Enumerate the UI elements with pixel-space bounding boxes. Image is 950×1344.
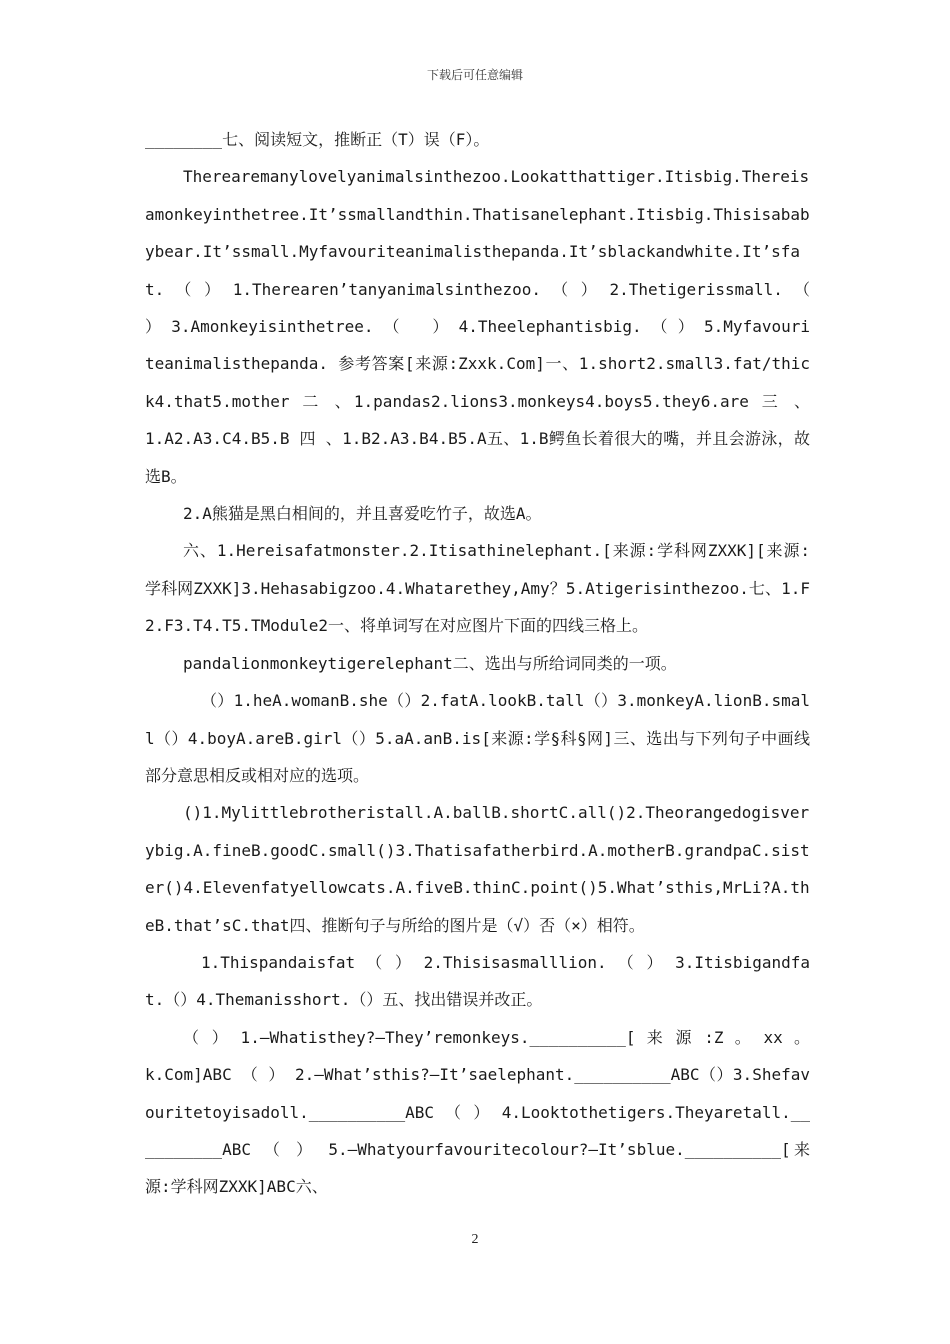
exercise-paragraph: （ ） 1.—Whatisthey?—They’remonkeys.__________[ 来 源 :Z 。 xx 。 k.Com]ABC （ ） 2.—What’sthis?—It’saelephant.__________ABC（）3.Shefavouritetoyisadoll.__________ABC （ ） 4.Looktothetigers.Theyaretall.__________ABC （ ） 5.—Whatyourfavouritecolour?—It’sblue.__________[来源:学科网ZXXK]ABC六、	[145, 1027, 810, 1197]
answer-paragraph: 2.A熊猫是黑白相间的，并且喜爱吃竹子，故选A。	[183, 504, 542, 524]
exercise-paragraph: （）1.heA.womanB.she（）2.fatA.lookB.tall（）3.monkeyA.lionB.small（）4.boyA.areB.girl（）5.aA.anB.is[来源:学§科§网]三、选出与下列句子中画线部分意思相反或相对应的选项。	[145, 691, 810, 785]
section-heading: ________七、阅读短文，推断正（T）误（F）。	[145, 130, 490, 149]
page-header: 下载后可任意编辑	[426, 68, 523, 82]
word-list-paragraph: pandalionmonkeytigerelephant二、选出与所给词同类的一项。	[183, 653, 677, 673]
answer-paragraph: 六、1.Hereisafatmonster.2.Itisathinelephant.[来源:学科网ZXXK][来源:学科网ZXXK]3.Hehasabigzoo.4.Whatarethey,Amy？5.Atigerisinthezoo.七、1.F2.F3.T4.T5.TModule2一、将单词写在对应图片下面的四线三格上。	[145, 541, 810, 636]
page-number: 2	[471, 1232, 479, 1247]
reading-passage: Therearemanylovelyanimalsinthezoo.Lookatthattiger.Itisbig.Thereisamonkeyinthetree.It’ssmallandthin.Thatisanelephant.Itisbig.Thisisababybear.It’ssmall.Myfavouriteanimalisthepanda.It’sblackandwhite.It’sfat. （ ） 1.Therearen’tanyanimalsinthezoo. （ ） 2.Thetigerissmall. （ ） 3.Amonkeyisinthetree. （ ） 4.Theelephantisbig. （ ） 5.Myfavouriteanimalisthepanda. 参考答案[来源:Zxxk.Com]一、1.short2.small3.fat/thick4.that5.mother 二 、1.pandas2.lions3.monkeys4.boys5.they6.are 三 、 1.A2.A3.C4.B5.B 四 、1.B2.A3.B4.B5.A五、1.B鳄鱼长着很大的嘴，并且会游泳，故选B。	[145, 167, 843, 486]
exercise-paragraph: 1.Thispandaisfat （ ） 2.Thisisasmalllion. （ ） 3.Itisbigandfat.（）4.Themanisshort.（）五、找出错误并改正。	[145, 952, 810, 1010]
exercise-paragraph: ()1.Mylittlebrotheristall.A.ballB.shortC.all()2.Theorangedogisverybig.A.fineB.goodC.small()3.Thatisafatherbird.A.motherB.grandpaC.sister()4.Elevenfatyellowcats.A.fiveB.thinC.point()5.What’sthis,MrLi?A.theB.that’sC.that四、推断句子与所给的图片是（√）否（×）相符。	[145, 803, 810, 935]
page-content	[145, 121, 843, 1206]
